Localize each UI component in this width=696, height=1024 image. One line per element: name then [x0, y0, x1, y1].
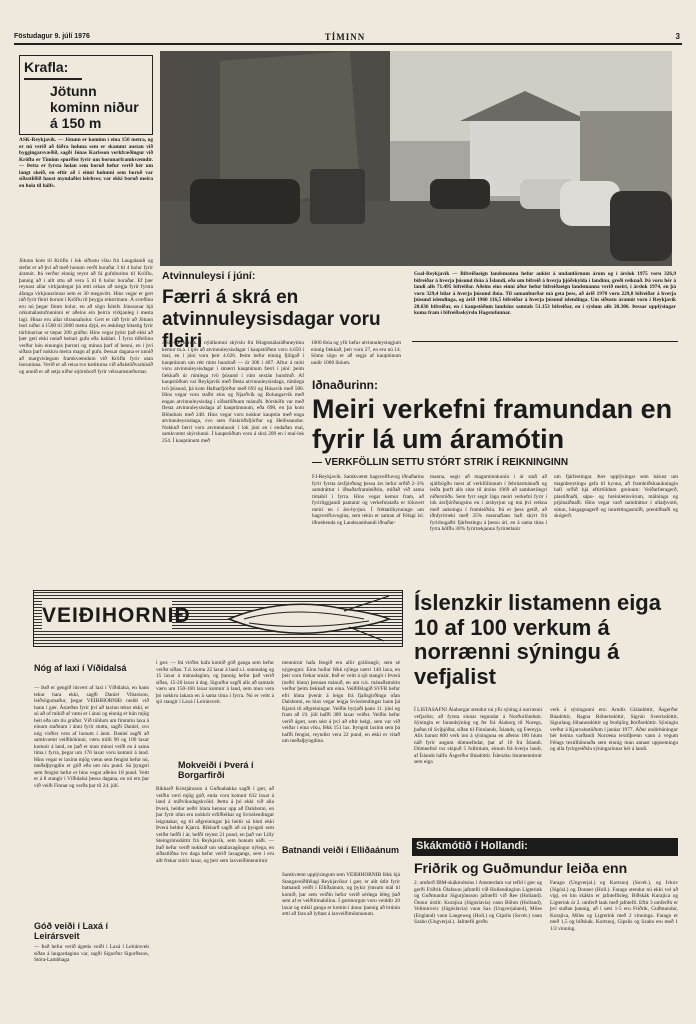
- skak-col2: Farago (Ungverjal.) og Kortsnoj (Sovét.), og Ivkov (Júgósl.) og Donner (Holl.). Farago stendur nú ekki vel að vígi, en hin skákin er jafnteflisleg. Biðskák Kurajica og Ligterink úr 2. umferð lauk með jafntefli. Eftir 3 umferðir er því staðan þannig, að í sæti 1-5 eru Friðrik, Guðmundur, Kurajica, Miles og Ligterink með 2 vinninga. Farago er með 1,5 og biðskák. Kortsnoj, Gipslis og Szabo eru með 1 1/2 vinning.: [550, 880, 678, 932]
- idnadur-kicker: Iðnaðurinn:: [312, 378, 378, 392]
- veidi-s1-title: Nóg af laxi í Víðidalsá: [34, 663, 127, 673]
- atvinnu-kicker: Atvinnuleysi í júní:: [162, 270, 256, 282]
- street-photo-drawing: [160, 51, 672, 266]
- atvinnu-col2: 1000 íbúa og yfir hefur atvinnuleysingjum einnig fækkað, þeir voru 27, en eru nú 14. Sömu sögu er að segja af kauptúnum undir 1000 íbúum.: [311, 340, 401, 366]
- veidi-s1-body: — Það er gengið lúsvert af laxi í Víðidalsá, en hann tekur bara ekki, sagði Daníel Vibarsson, leiðsögumaður, þegar VEIÐIHORNIÐ ræddi við hann í gær. Ástæðan fyrir því að laxinn tekur ekki, er sú að of mikið af vatni er í ánni og einnig er hún mjög heit eða um tíu gráður. Víð töldum um fimmtíu laxa á einum staðnum í ánni fyrir stuttu, sagði Daníel, svo nóg virðist vera af honum í ánni. Daníel sagði að samkvæmt veiðibókinni, væru milli 90 og 100 laxar komnir á land, en það er mun minni veiði en á sama tíma í fyrra, þegar um 170 laxar voru komnir á land. Hins vegar er laxinn mjög vænn sem fengist hefur nú, meðalþyngdin er góð eða um níu pund. Sá þyngsti sem fengist hefur er hins vegar aðeins 18 pund. Veitt er á 8 stangir í Víðidalsá þessa dagana, en nú eru þar við veiði Finnar og verða þar til 24. júlí.: [34, 685, 149, 789]
- veidi-col2-top: í gær. — Þá virðist hafa komið góð ganga sem hefur veiðst síðan. T.d. komu 22 laxar á land s.l. sunnudag og 15 laxar á mánudaginn, og þannig hefur það verið síðan, 15-20 laxar á dag. Sigurður sagði alls að samtals væru um 150-160 laxar komnir á land, sem mun vera þó nokkru lakara en á sama tíma í fyrra. Nú er veitt á sjö stangir í Laxá í Leirársveit.: [156, 660, 274, 705]
- atvinnu-col1: ASK-Reykjavík. Í nýútkomni skýrslu frá félagsmálaráðuneytinu kemur m.a. í ljós að atvinnuleysisdagar í kaupstöðum voru 4.650 í maí, en í júní voru þeir 4.626. Þeim hefur einnig fjölgað í kauptúnum um rétt rúmt hundrað — úr 306 í 407. Aftur á móti voru atvinnuleysisdagar í smærri kauptúnum færri í júní: þeim fækkaði úr rúmlega tvö þúsund í rúm sextán hundruð. Af kaupstöðum var Reykjavík með flesta atvinnuleysisdaga, rúmlega tvö þúsund, þá kom Hafnarfjörður með 693 og Húsavík með 580. Hins vegar voru staðir eins og Njarðvík og Bolungarvík með engan atvinnuleysisdag í síðastliðnum mánuði. Þórshöfn var með flesta atvinnuleysisdaga af kauptúnunum, eða 698, en þá kom Blönduós með 248. Hins vegar voru nokkur kauptún með enga atvinnuleysisdaga, svo sem Fáskrúðsfjörður og Hellissandur. Nokkuð færri voru atvinnulausir í lok júní en í endaðan maí, samkvæmt skýrslunni. Í kaupstöðum voru á skrá 209 en í maí-lok 254. Í kauptúnum með: [162, 340, 304, 444]
- veidi-s4-title: Batnandi veiði í Elliðaánum: [282, 845, 400, 855]
- idnadur-subhead: — VERKFÖLLIN SETTU STÓRT STRIK Í REIKNINGINN: [312, 457, 569, 468]
- krafla-body: Jötunn kom til Kröflu í lok síðustu viku frá Laugalandi og stefnt er að því að með honum verði boraðar 3 til 4 holur fyrir áramót. Þá verður einnig reynt að fá gufuborinn til Kröflu, þannig að í allt sttu að vera 5 til 6 holur boraðar. Ef þær reynast allar virkjanlegar þá ætti orkan að nægja fyrir fyrsta áfanga virkjunarinnar sem er 30 megavött. Hins vegar er gert ráð fyrir fleiri borum í Kröflu til þeygja rekstrinum. Á svæðinu eru nú þegar fimm holur, en að sögn Ísleifs Jónssonar hjá orkumálastofnuninni er aðeins ein þeirra virkjanleg í mesta lagi. Hinar eru allar tilraunaholur. Gert er ráð fyrir að Jötunn bori niður á 1500 til 2000 metra dýpi, en æskilegt hitastig fyrir túrbínurnar er tæpar 200 gráður. Hins vegar þykir það ekki að þær geti ekki notað heitari gufu eða kaldari. Í fyrra tilfellinu verður hún einungis þurrari og minna þarf af henni, en í því síðara þarf nokkru meira magn af gufu. Þessar dagana er unnið að margvíslegum framkvæmdum við Kröflu fyrir utan boruninna. Verið er að reisa tvo kæliturna við aðalstöðvarhúsið og unnið er að setja niður stjórnborð fyrir vélssamstæðurnar.: [19, 258, 153, 375]
- skak-headline: Friðrik og Guðmundur leiða enn: [414, 860, 628, 876]
- page-number: 3: [675, 32, 680, 41]
- krafla-headline: Jötunn kominn niður á 150 m: [50, 83, 139, 131]
- masthead-date: Föstudagur 9. júlí 1976: [14, 33, 90, 40]
- fishing-fly-icon: [224, 591, 394, 646]
- veidi-s3-body: Ríkharð Kristjánsson á Guðnabakka sagði í gær, að veiðin væri mjög góð, enda voru komnir 632 laxar á land á miðvikudagskvöld. Þetta á þó ekki við alla Þverá, heldur neðri hluta hennar upp að Dalsbotni, en þar fyrir ofan eru nokkrir erfiðleikar og Svisslendingar leigutakar, og til aðgreiningar þá heitir sá hluti ekki Þverá heldur Kjarrá. Ríkharð sagði að sá þyngsti sem veiðst hefði í ár, hefði reynst 21 pund, en það var Lilly Steingrímsdóttir frá Reykjavík, sem honum náði. — Það hefur verið nokkuð um smálaxagöngur nýlega, en síðastliðna tvo daga hefur verið laxagangs, sem í eru allt frekar stórir laxar, og þeir sem laxveiðimennirnir: [156, 786, 274, 864]
- listamenn-col1: Í LISTASAFNI Álaborgar stendur nú yfir sýning á norrænni vefjarlist, að fyrsta sinnar tegundar á Norðurlöndum. Sýningin er farandsýning og fer frá Álaborg til Noregs, þaðan til Svíþjóðar, síðan til Finnlands, Íslands, og Færeyja. Alls barust 800 verk inn á sýninguna en aðeins 100 hlutu náð fyrir augum dómnefndar, þar af 10 frá Íslandi. Dómnefnd var skipuð 5 fulltrúum, einum frá hverju landi, af Íslands hálfu Ásgerður Búadóttir. Íslenzku listamennirnir sem eiga: [414, 707, 542, 765]
- veidi-banner: [33, 590, 403, 647]
- krafla-headline-box: [19, 55, 153, 135]
- gsal-rule: [412, 341, 678, 342]
- idnadur-headline: Meiri verkefni framundan en fyrir lá um áramótin: [312, 394, 673, 454]
- veidi-s4-body: Samkvæmt upplýsingum sem VEIÐIHORNIÐ fékk hjá Stangaveiðifélagi Reykjavíkur í gær, er allt útlit fyrir batnandi veiði í Elliðaánum, og þykir ýmsum mál til komið, þar sem veiðin hefur verið sérlega léleg það sem af er veiðitímabilinu. Í gærmorgun voru veiddir 20 laxar og mikil ganga er komin í ánna: þannig að brúnin ætti að fara að lyftast á laxveiðimönnunum.: [282, 872, 400, 917]
- listamenn-col2: verk á sýningunni eru: Arndís Gísladóttir, Ásgerður Búadóttir, Ragna Róbertsdóttir, Sigrún Sverrisdóttir, Sigurlaug Jóhannsdóttir og Þorbjörg Þórðardóttir. Sýningin verður á Kjarvalsstöðum í janúar 1977. Áður undirbúningur hér heima varðandi Norræna textílþrenn vann á vegum Félags textílhönnuða sem einnig mun annast uppsetningu og alla fyrirgreiðslu sýningarinnar hér á landi.: [550, 707, 678, 752]
- veidi-banner-title: VEIÐIHORNIÐ: [42, 601, 172, 631]
- masthead-name: TÍMINN: [324, 32, 366, 42]
- veidi-s2-body: — Það hefur verið ágætis veiði í Laxá í Leirársveit síðan á laugardaginn var, sagði Sigurður Sigurðsson, Stóra-Lambhaga: [34, 944, 149, 963]
- idnadur-col1: FJ-Reykjavík. Samkvæmt hagsveifluvog iðnaðarins fyrir fyrsta ársfjórðung þessa árs hefur orðið 2–3% samdráttur í iðnaðarframleiðslu, miðað við sama tímabil í fyrra. Hins vegar kemur fram, að fyrirliggjandi pantanir og verkefnistaða er töluvert meiri en í árs-byrjun. Í fréttatilkynningu um hagsveifluvogina, sem tekin er saman af Félagi ísl. iðnrekenda og Landssambandi iðnaðar-: [312, 474, 424, 526]
- idnadur-col2: manna, segir að magnminnkunin í ár stafi að sjálfsögðu mest af verkföllunum í febrúarmánuði og leiða þurft alls sitar til ársins 1969 að sambærilegri niðurstöðu. Sem fyrr segir lágu meiri verkefni fyrir í lok ársfjórðungsins en í ársbyrjun og má því reikna með aukningu í framleiðslu. Þá er þess getið, að iðnfyrirtæki með 35% mannaflans hafi skýrt frá fyrirhugaðri fjárfestingu á þessu ári, en á sama tíma í fyrra höfðu 30% fyrirtækjanna fyrirætlanir: [430, 474, 547, 532]
- krafla-kicker-rule: [24, 78, 82, 80]
- veidi-col3-top: mennirnir hafa fengið eru allir grálúsugir, sem sé nýgengnir. Einn hollur fékk nýlega nærri 140 laxa, en þeir voru frekar smáir. Það er veitt á sjö stangir í Þverá (neðri hluta) þennan mánuð, en um n.k. mánaðamótin verður þeim fækkað um eina. Veiðifélagið SVFR hefur efri hluta þverár á leigu frá fjallsgirðingu ofan Dalsbotni, en hins vegar leigja Svisslendingar hann þá Kjarrá til aðgreiningar. Veiðin byrjaði þann 11. júní og fram að 19. júlí hafði 389 laxar veiðst. Veiðin hefur verið ágæt, sem sést á því að eftir helgi, sem var við veiðar í eina viku, fékk 151 lax. Þyngsti laxinn sem þá hafði fengist, reyndist vera 22 pund, en ekki er vitað um meðalþyngdina.: [282, 660, 400, 744]
- atvinnu-headline: Færri á skrá en atvinnuleysisdagar voru fleiri: [162, 287, 381, 352]
- street-photo: [160, 51, 672, 266]
- masthead-rule: [14, 43, 682, 45]
- skak-kicker: Skákmótið í Hollandi:: [416, 840, 528, 852]
- krafla-kicker: Krafla:: [24, 59, 69, 75]
- veidi-s3-title: Mokveiði í Þverá í Borgarfirði: [178, 760, 254, 780]
- krafla-lead: ASK-Reykjavík. — Jötunn er kominn í eina 150 metra, og er nú verið að fóðra holuna sem er skammt austan við byggingarsvæðið, sagði Jónas Karlsson verkfræðingur við Kröflu er Tíminn spurðist fyrir um borunarframkvæmdir. — Þetta er fyrsta holan sem boruð hefur verið hér um langt skeið, en eftir að í einni holunni sem boruð var síðastliðið haust myndaðist leirhver, var ekki boruð meira en hola til hálfs.: [19, 137, 153, 189]
- idnadur-col3: um fjárfestingar. Þær upplýsingar sem bárust um magnbreytingu gefa til kynna, að framleiðsluaukningin hafi orðið hjá eftirtöldum greinum: Veiðarfæragerð, plastiðnaði, sápu- og hreinlætisvörum, málningu og prjónaiðnaði. Hins vegar varð samdráttur í ullarþvotti, sútun, húsgagnagerð og innréttingasmíði, prentiðnaði og skógerð.: [554, 474, 678, 519]
- skak-col1: 2. umferð IBM-skákmótsins í Amsterdam var tefld í gær og gerði Friðrik Ólafsson jafntefli við Hollendinginn Ligterink og Guðmundur Sigurjónsson jafntefli við Ree (Holland). Önnur úrslit: Kurajica (Júgóslavía) vann Böhm (Holland), Velimirovic (Júgóslavía) vann Sax (Ungverjaland), Miles (England) vann Langeweg (Holl.) og Gipslis (Sovét.) vann Szabo (Ungverjal.). Jafntefli gerðu: [414, 880, 542, 925]
- listamenn-headline: Íslenzkir listamenn eiga 10 af 100 verkum á norrænni sýningu á vefjalist: [414, 590, 661, 689]
- veidi-s2-title: Góð veiði í Laxá í Leirársveit: [34, 921, 109, 941]
- gsal-article: Gsal-Reykjavík — Bifreiðaeign landsmanna hefur aukist á undanförnum árum og í árslok 1975 voru 326,9 bifreiðar á hverja þúsund íbúa á Íslandi, eða um bifreið á hverja þjóðskylda í landinu, greði reiknað. Þá voru hér á landi alls 71.495 bifreiðar. Aðeins eins einni áður hefur bifreiðaeign landsmanna verið meiri, í árslok 1974, en þá voru 329,4 bílar á hverja þúsund íbúa. Til samanburðar má geta þess, að árið 1970 voru 229,8 bifreiðar á hverja þúsund íslendinga, og árið 1960 116,5 bifreiðar á hverja þúsund íslendinga. Um síðustu áramót voru í Reykjavík 28.636 bifreiðar, en í kaupstöðum landsins samtals 51.153 bifreiðar, en í sýslum alls 20.306. Þessar upplýsingar koma fram í bifreiðaskýrslu Hagstofunnar.: [414, 271, 676, 316]
- skak-kicker-bar: [412, 838, 678, 856]
